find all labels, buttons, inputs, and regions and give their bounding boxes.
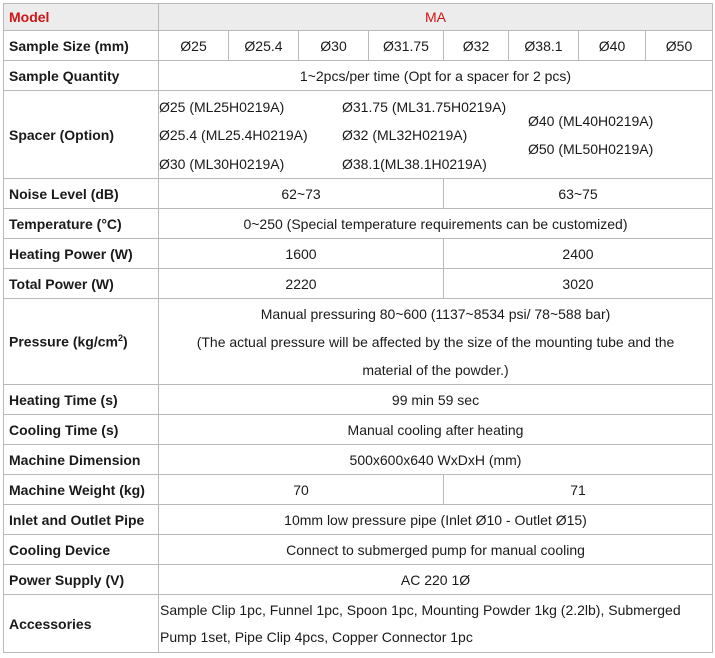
total-power-label: Total Power (W) xyxy=(4,269,159,299)
spacer-col-3 xyxy=(528,107,653,164)
heating-power-right: 2400 xyxy=(444,239,713,269)
spacer-option: Ø38.1(ML38.1H0219A) xyxy=(342,155,487,172)
row-pressure xyxy=(4,299,713,385)
spacer-option: Ø25 (ML25H0219A) xyxy=(159,98,285,115)
cooling-device-value: Connect to submerged pump for manual cooling xyxy=(159,535,713,565)
sample-size-cell: Ø38.1 xyxy=(509,31,579,61)
sample-size-cell: Ø25 xyxy=(159,31,229,61)
sample-size-label: Sample Size (mm) xyxy=(4,31,159,61)
spacer-option: Ø31.75 (ML31.75H0219A) xyxy=(342,98,507,115)
cooling-time-label: Cooling Time (s) xyxy=(4,415,159,445)
spacer-option: Ø30 (ML30H0219A) xyxy=(159,155,285,172)
model-label: Model xyxy=(4,4,159,31)
spacer-col-1 xyxy=(159,93,308,179)
accessories-label: Accessories xyxy=(4,595,159,653)
row-pipe xyxy=(4,505,713,535)
model-value: MA xyxy=(159,4,713,31)
pipe-label: Inlet and Outlet Pipe xyxy=(4,505,159,535)
row-total-power xyxy=(4,269,713,299)
sample-size-cell: Ø32 xyxy=(444,31,509,61)
sample-quantity-value: 1~2pcs/per time (Opt for a spacer for 2 pcs) xyxy=(159,61,713,91)
spec-table xyxy=(3,3,713,653)
noise-value-right: 63~75 xyxy=(444,179,713,209)
temperature-value: 0~250 (Special temperature requirements can be customized) xyxy=(159,209,713,239)
pressure-line: material of the powder.) xyxy=(362,361,509,378)
pressure-value xyxy=(159,299,713,385)
heating-time-label: Heating Time (s) xyxy=(4,385,159,415)
pressure-line: Manual pressuring 80~600 (1137~8534 psi/ 78~588 bar) xyxy=(260,305,611,322)
sample-size-cell: Ø25.4 xyxy=(229,31,299,61)
sample-size-cell: Ø50 xyxy=(646,31,713,61)
sample-size-cell: Ø40 xyxy=(579,31,646,61)
dimension-value: 500x600x640 WxDxH (mm) xyxy=(159,445,713,475)
weight-label: Machine Weight (kg) xyxy=(4,475,159,505)
total-power-right: 3020 xyxy=(444,269,713,299)
row-cooling-device xyxy=(4,535,713,565)
cooling-device-label: Cooling Device xyxy=(4,535,159,565)
row-noise xyxy=(4,179,713,209)
accessories-line: Pump 1set, Pipe Clip 4pcs, Copper Connector 1pc xyxy=(160,628,473,645)
temperature-label: Temperature (°C) xyxy=(4,209,159,239)
accessories-value xyxy=(159,595,713,653)
pressure-line: (The actual pressure will be affected by the size of the mounting tube and the xyxy=(196,333,675,350)
spacer-label: Spacer (Option) xyxy=(4,91,159,179)
row-heating-time xyxy=(4,385,713,415)
spacer-option: Ø50 (ML50H0219A) xyxy=(528,141,654,157)
row-weight xyxy=(4,475,713,505)
row-model xyxy=(4,4,713,31)
row-temperature xyxy=(4,209,713,239)
total-power-left: 2220 xyxy=(159,269,444,299)
row-dimension xyxy=(4,445,713,475)
power-supply-value: AC 220 1Ø xyxy=(159,565,713,595)
power-supply-label: Power Supply (V) xyxy=(4,565,159,595)
heating-power-left: 1600 xyxy=(159,239,444,269)
row-sample-quantity xyxy=(4,61,713,91)
sample-size-cell: Ø30 xyxy=(299,31,369,61)
spacer-col-2 xyxy=(342,93,506,179)
row-heating-power xyxy=(4,239,713,269)
noise-label: Noise Level (dB) xyxy=(4,179,159,209)
sample-quantity-label: Sample Quantity xyxy=(4,61,159,91)
pipe-value: 10mm low pressure pipe (Inlet Ø10 - Outlet Ø15) xyxy=(159,505,713,535)
pressure-label: Pressure $(kg/cm^2)$ xyxy=(4,299,159,385)
row-cooling-time xyxy=(4,415,713,445)
spacer-option: Ø32 (ML32H0219A) xyxy=(342,127,468,143)
row-power-supply xyxy=(4,565,713,595)
cooling-time-value: Manual cooling after heating xyxy=(159,415,713,445)
accessories-line: Sample Clip 1pc, Funnel 1pc, Spoon 1pc, Mounting Powder 1kg (2.2lb), Submerged xyxy=(160,601,681,618)
row-sample-size xyxy=(4,31,713,61)
row-spacer xyxy=(4,91,713,179)
spacer-option: Ø25.4 (ML25.4H0219A) xyxy=(159,127,308,143)
dimension-label: Machine Dimension xyxy=(4,445,159,475)
spacer-options xyxy=(159,91,713,179)
heating-power-label: Heating Power (W) xyxy=(4,239,159,269)
weight-right: 71 xyxy=(444,475,713,505)
noise-value-left: 62~73 xyxy=(159,179,444,209)
heating-time-value: 99 min 59 sec xyxy=(159,385,713,415)
sample-size-cell: Ø31.75 xyxy=(369,31,444,61)
weight-left: 70 xyxy=(159,475,444,505)
spacer-option: Ø40 (ML40H0219A) xyxy=(528,112,654,129)
row-accessories xyxy=(4,595,713,653)
